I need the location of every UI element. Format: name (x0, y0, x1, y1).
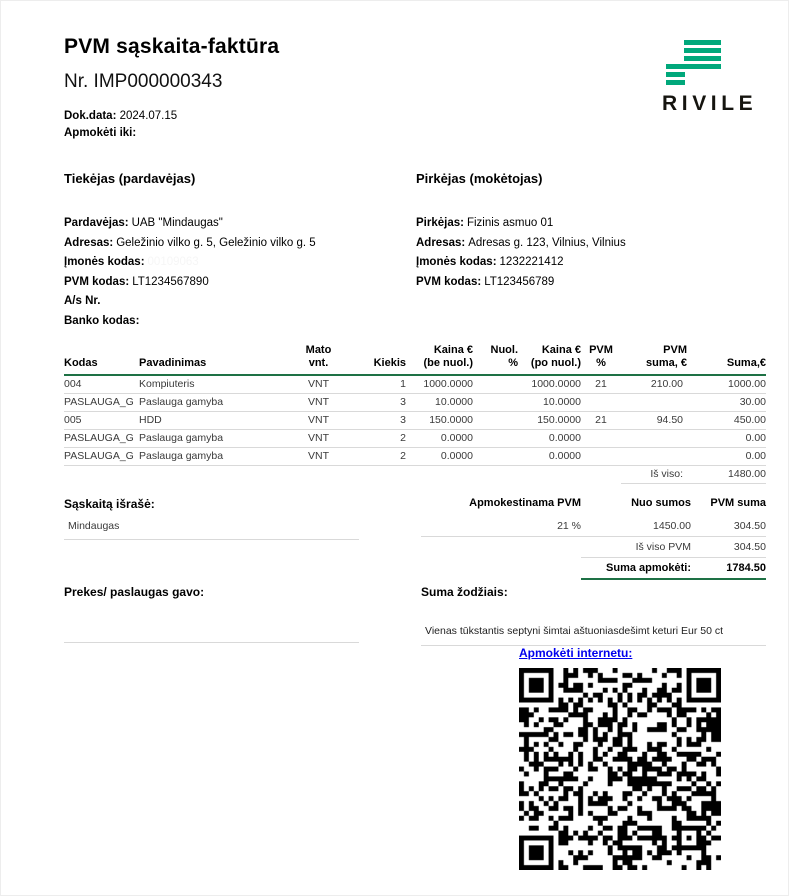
table-cell: 21 (581, 375, 621, 394)
seller-section (64, 171, 409, 331)
vat-total-row (421, 537, 766, 558)
spacer-cell (64, 466, 621, 484)
table-cell: 94.50 (621, 412, 691, 430)
table-cell: 210.00 (621, 375, 691, 394)
field-row (416, 234, 766, 254)
column-header: Pavadinimas (139, 344, 291, 375)
table-cell: 0.00 (691, 430, 766, 448)
vat-base: 1450.00 (581, 516, 691, 537)
items-table-body (64, 375, 766, 466)
field-label: A/s Nr. (64, 295, 101, 307)
field-label: Banko kodas: (64, 314, 140, 327)
seller-heading: Tiekėjas (pardavėjas) (64, 171, 196, 186)
doc-date-row (64, 108, 177, 125)
payable-label: Suma apmokėti: (581, 558, 691, 580)
buyer-section (416, 171, 766, 292)
field-label: Pardavėjas: (64, 217, 129, 229)
table-row (64, 375, 766, 394)
vat-total-value: 304.50 (691, 537, 766, 558)
field-value: Fizinis asmuo 01 (466, 217, 554, 229)
table-row (64, 448, 766, 466)
field-value: Geležinio vilko g. 5, Geležinio vilko g. 5 (116, 236, 316, 249)
field-value: 1232221412 (499, 256, 564, 268)
field-value: LT1234567890 (132, 275, 209, 288)
table-cell: 0.0000 (406, 430, 473, 448)
table-cell: HDD (139, 412, 291, 430)
table-cell: 004 (64, 375, 139, 394)
vat-amount: 304.50 (691, 516, 766, 537)
field-row (64, 312, 409, 332)
table-cell: 1 (346, 375, 406, 394)
table-cell: 005 (64, 412, 139, 430)
vat-header-row (421, 497, 766, 516)
table-cell: 1000.0000 (406, 375, 473, 394)
table-cell (473, 394, 518, 412)
table-cell (473, 430, 518, 448)
table-cell: VNT (291, 412, 346, 430)
table-cell: Paslauga gamyba (139, 448, 291, 466)
field-label: Adresas: (64, 236, 114, 249)
table-cell: 0.0000 (518, 430, 581, 448)
table-cell (621, 430, 691, 448)
due-date-row (64, 125, 177, 142)
column-header: Kodas (64, 344, 139, 375)
field-value: 00109063 (147, 256, 199, 268)
table-cell: 1000.00 (691, 375, 766, 394)
field-row (64, 234, 409, 254)
table-cell: 30.00 (691, 394, 766, 412)
field-value: LT123456789 (484, 275, 555, 288)
field-row (416, 273, 766, 293)
table-cell (621, 394, 691, 412)
items-header-row (64, 344, 766, 375)
buyer-heading: Pirkėjas (mokėtojas) (416, 171, 543, 186)
vat-header-amount: PVM suma (710, 497, 766, 509)
table-row (64, 412, 766, 430)
field-label: PVM kodas: (64, 275, 130, 288)
table-cell: 0.00 (691, 448, 766, 466)
rivile-logo (662, 39, 768, 116)
spacer-cell (421, 558, 581, 580)
invoice-number: Nr. IMP000000343 (64, 71, 223, 92)
table-cell: PASLAUGA_G (64, 394, 139, 412)
column-header: Nuol. % (473, 344, 518, 375)
field-value: UAB "Mindaugas" (131, 217, 223, 229)
doc-date-value: 2024.07.15 (119, 110, 178, 122)
table-cell: Paslauga gamyba (139, 430, 291, 448)
payment-qr-code (519, 668, 721, 870)
table-cell: VNT (291, 430, 346, 448)
page-title: PVM sąskaita-faktūra (64, 35, 280, 58)
table-cell (581, 448, 621, 466)
column-header: PVM suma, € (621, 344, 691, 375)
items-table-head (64, 344, 766, 375)
table-cell: 0.0000 (518, 448, 581, 466)
field-row (416, 253, 766, 273)
table-cell (581, 430, 621, 448)
column-header: Kaina € (po nuol.) (518, 344, 581, 375)
table-cell: VNT (291, 394, 346, 412)
vat-header-taxable: Apmokestinama PVM (469, 497, 581, 509)
table-cell (473, 448, 518, 466)
field-row (64, 273, 409, 293)
vat-total-label: Iš viso PVM (581, 537, 691, 558)
field-label: Adresas: (416, 236, 466, 249)
table-cell: 21 (581, 412, 621, 430)
table-cell: 1000.0000 (518, 375, 581, 394)
invoice-meta (64, 108, 177, 142)
table-cell (473, 375, 518, 394)
amount-in-words-label: Suma žodžiais: (421, 585, 508, 599)
field-label: Pirkėjas: (416, 217, 464, 229)
table-cell: 3 (346, 394, 406, 412)
vat-rate: 21 % (421, 516, 581, 537)
column-header: Suma,€ (691, 344, 766, 375)
amount-in-words-section (421, 585, 766, 646)
items-total-label: Iš viso: (621, 466, 691, 484)
field-label: PVM kodas: (416, 275, 482, 288)
table-row (64, 430, 766, 448)
receiver-section (64, 585, 359, 643)
due-date-label: Apmokėti iki: (64, 127, 137, 139)
amount-in-words-text: Vienas tūkstantis septyni šimtai aštuoniasdešimt keturi Eur 50 ct (421, 625, 766, 646)
rivile-logo-icon (666, 39, 722, 85)
rivile-logo-text: RIVILE (662, 92, 758, 115)
items-table (64, 344, 766, 484)
table-cell: PASLAUGA_G (64, 430, 139, 448)
field-value: Adresas g. 123, Vilnius, Vilnius (468, 236, 626, 249)
field-row (64, 214, 409, 234)
table-cell: 450.00 (691, 412, 766, 430)
issuer-label: Sąskaitą išrašė: (64, 497, 155, 511)
table-cell: VNT (291, 448, 346, 466)
issuer-name: Mindaugas (64, 520, 359, 540)
table-cell: 0.0000 (406, 448, 473, 466)
column-header: Mato vnt. (291, 344, 346, 375)
field-row (416, 214, 766, 234)
table-cell: 2 (346, 448, 406, 466)
vat-summary-table (421, 497, 766, 580)
receiver-label: Prekes/ paslaugas gavo: (64, 585, 205, 599)
items-total-row (64, 466, 766, 484)
field-row (64, 292, 409, 312)
table-cell (621, 448, 691, 466)
table-cell: 10.0000 (406, 394, 473, 412)
vat-header-base: Nuo sumos (631, 497, 691, 509)
doc-date-label: Dok.data: (64, 110, 117, 122)
spacer-cell (421, 537, 581, 558)
items-total-value: 1480.00 (691, 466, 766, 484)
buyer-fields (416, 214, 766, 292)
seller-fields (64, 214, 409, 331)
payable-row (421, 558, 766, 580)
column-header: Kaina € (be nuol.) (406, 344, 473, 375)
table-cell: Paslauga gamyba (139, 394, 291, 412)
signature-line (64, 642, 359, 643)
table-cell: 2 (346, 430, 406, 448)
table-cell: 150.0000 (518, 412, 581, 430)
table-row (64, 394, 766, 412)
table-cell: Kompiuteris (139, 375, 291, 394)
field-label: Įmonės kodas: (64, 256, 145, 268)
table-cell: 3 (346, 412, 406, 430)
vat-rate-row (421, 516, 766, 537)
table-cell (473, 412, 518, 430)
payable-value: 1784.50 (691, 558, 766, 580)
field-row (64, 253, 409, 273)
table-cell: PASLAUGA_G (64, 448, 139, 466)
table-cell: VNT (291, 375, 346, 394)
issuer-section (64, 497, 359, 540)
table-cell: 150.0000 (406, 412, 473, 430)
column-header: Kiekis (346, 344, 406, 375)
table-cell: 10.0000 (518, 394, 581, 412)
column-header: PVM % (581, 344, 621, 375)
field-label: Įmonės kodas: (416, 256, 497, 268)
table-cell (581, 394, 621, 412)
pay-online-link[interactable]: Apmokėti internetu: (519, 646, 633, 660)
